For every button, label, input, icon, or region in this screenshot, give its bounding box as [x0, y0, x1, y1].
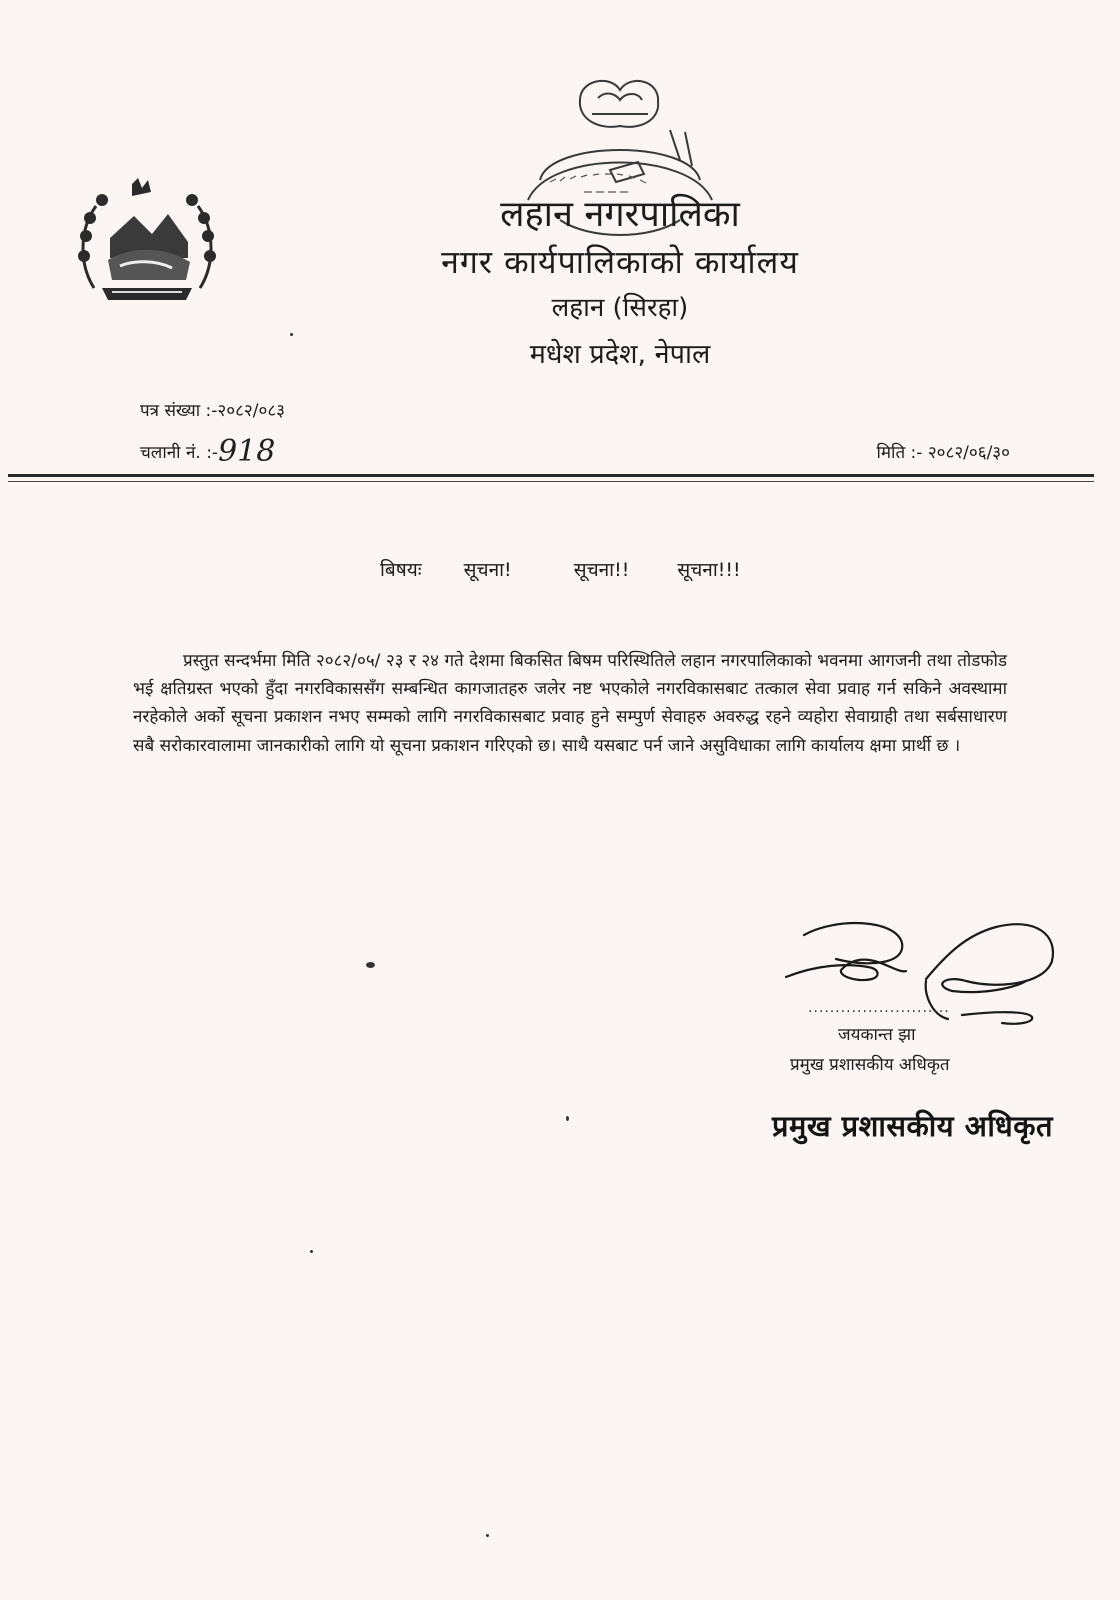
- office-province: मधेश प्रदेश, नेपाल: [529, 339, 711, 370]
- scan-speck: [566, 1116, 569, 1121]
- dispatch-label: चलानी नं. :-: [140, 443, 219, 463]
- subject-label: बिषयः: [380, 559, 422, 581]
- notice-body: प्रस्तुत सन्दर्भमा मिति २०८२/०५/ २३ र २४ गते देशमा बिकसित बिषम परिस्थितिले लहान नगरपालिकाको भवनमा आगजनी तथा तोडफोड भई क्षतिग्रस्त भएको हुँदा नगरविकाससँग सम्बन्धित कागजातहरु जलेर नष्ट भएकोले नगरविकासबाट तत्काल सेवा प्रवाह गर्न सकिने अवस्थामा नरहेकोले अर्को सूचना प्रकाशन नभए सम्मको लागि नगरविकासबाट प्रवाह हुने सम्पुर्ण सेवाहरु अवरुद्ध रहने व्यहोरा सेवाग्राही तथा सर्बसाधारण सबै सरोकारवालामा जानकारीको लागि यो सूचना प्रकाशन गरिएको छ। साथै यसबाट पर्न जाने असुविधाका लागि कार्यालय क्षमा प्रार्थी छ ।: [133, 651, 1007, 756]
- office-location: लहान (सिरहा): [551, 293, 689, 323]
- subject-notice-1: सूचना!: [463, 559, 512, 581]
- subject-notice-2: सूचना!!: [573, 559, 630, 581]
- municipality-name: लहान नगरपालिका: [500, 194, 740, 235]
- header-divider: [8, 474, 1094, 477]
- scan-speck: [486, 1534, 489, 1537]
- scan-speck: [290, 333, 293, 336]
- letter-date: मिति :- २०८२/०६/३०: [876, 443, 1010, 463]
- header-divider-thin: [8, 481, 1094, 482]
- dispatch-number: 918: [218, 434, 276, 469]
- signature-dots: ..........................: [808, 1000, 950, 1016]
- signatory-name: जयकान्त झा: [838, 1025, 916, 1045]
- nepal-emblem-icon: [72, 176, 222, 310]
- scan-speck: [366, 962, 375, 968]
- subject-notice-3: सूचना!!!: [677, 559, 741, 581]
- dispatch-number-row: [140, 434, 275, 469]
- letter-number: पत्र संख्या :-२०८२/०८३: [140, 401, 286, 421]
- office-name: नगर कार्यपालिकाको कार्यालय: [441, 243, 799, 281]
- handwritten-signature-icon: [776, 915, 1066, 1045]
- signatory-title: प्रमुख प्रशासकीय अधिकृत: [790, 1055, 950, 1075]
- subject-line: [380, 556, 741, 582]
- scan-speck: [310, 1250, 313, 1253]
- designation-stamp: प्रमुख प्रशासकीय अधिकृत: [772, 1109, 1054, 1143]
